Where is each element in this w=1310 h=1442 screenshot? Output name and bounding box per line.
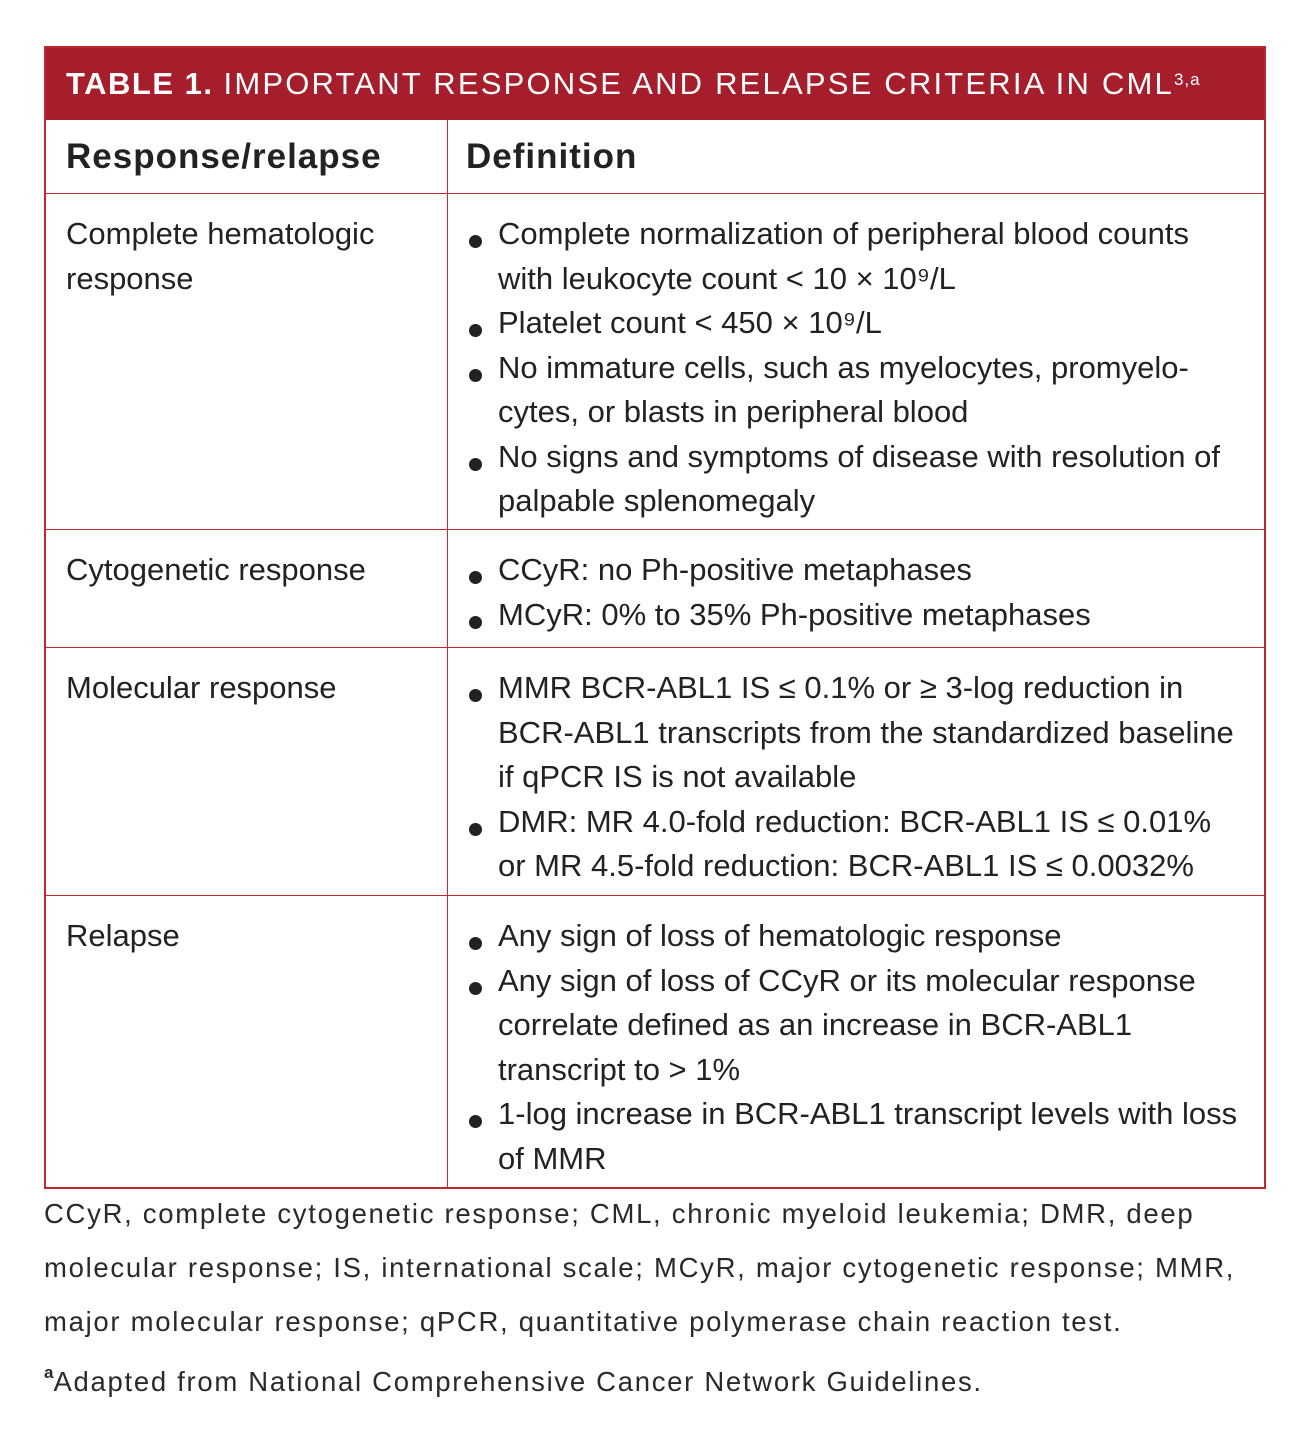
definition-cell	[448, 194, 1264, 529]
definition-list	[466, 212, 1246, 524]
table-row	[46, 193, 1264, 529]
definition-list	[466, 666, 1246, 889]
definition-item: Complete normalization of peripheral blood counts with leukocyte count < 10 × 10⁹/L	[466, 212, 1246, 301]
table-header-row	[46, 120, 1264, 193]
response-cell	[46, 194, 448, 529]
table-row	[46, 529, 1264, 647]
abbreviations-note: CCyR, complete cytogenetic response; CML, chronic myeloid leukemia; DMR, deep molecular response; IS, international scale; MCyR, major cytogenetic response; MMR, major molecular response; qPCR, quantitative polymerase chain reaction test.	[44, 1198, 1236, 1337]
response-name: Molecular response	[66, 670, 337, 705]
definition-item: DMR: MR 4.0-fold reduction: BCR-ABL1 IS ≤ 0.01% or MR 4.5-fold reduction: BCR-ABL1 IS ≤ 0.0032%	[466, 800, 1246, 889]
source-note	[44, 1349, 1284, 1409]
response-name: Cytogenetic response	[66, 552, 366, 587]
definition-item: MCyR: 0% to 35% Ph-positive metaphases	[466, 593, 1246, 638]
definition-cell	[448, 648, 1264, 895]
table-footnote	[44, 1187, 1284, 1409]
column-header-response: Response/relapse	[46, 120, 448, 193]
response-cell	[46, 648, 448, 895]
table-row	[46, 647, 1264, 895]
definition-item: Platelet count < 450 × 10⁹/L	[466, 301, 1246, 346]
definition-item: 1-log increase in BCR-ABL1 transcript levels with loss of MMR	[466, 1092, 1246, 1181]
table-row	[46, 895, 1264, 1187]
definition-cell	[448, 530, 1264, 647]
definition-item: MMR BCR-ABL1 IS ≤ 0.1% or ≥ 3-log reduction in BCR-ABL1 transcripts from the standardized baseline if qPCR IS is not available	[466, 666, 1246, 800]
column-header-definition: Definition	[466, 136, 638, 176]
definition-item: CCyR: no Ph-positive metaphases	[466, 548, 1246, 593]
definition-list	[466, 548, 1246, 637]
response-name: Complete hematologic response	[66, 216, 375, 296]
definition-item: No signs and symptoms of disease with resolution of palpable splenomegaly	[466, 435, 1246, 524]
response-name: Relapse	[66, 918, 180, 953]
table-title-superscript: 3,a	[1173, 70, 1201, 89]
definition-item: No immature cells, such as myelocytes, promyelo-cytes, or blasts in peripheral blood	[466, 346, 1246, 435]
definition-cell	[448, 896, 1264, 1187]
source-text: Adapted from National Comprehensive Cancer Network Guidelines.	[53, 1366, 983, 1398]
table-label: TABLE 1.	[66, 66, 214, 101]
criteria-table	[44, 46, 1266, 1189]
table-title: IMPORTANT RESPONSE AND RELAPSE CRITERIA IN CML	[223, 66, 1174, 101]
response-cell	[46, 896, 448, 1187]
table-title-bar	[46, 48, 1264, 120]
source-marker: a	[44, 1363, 54, 1382]
definition-item: Any sign of loss of CCyR or its molecular response correlate defined as an increase in BCR-ABL1 transcript to > 1%	[466, 959, 1246, 1093]
response-cell	[46, 530, 448, 647]
definition-list	[466, 914, 1246, 1181]
definition-item: Any sign of loss of hematologic response	[466, 914, 1246, 959]
